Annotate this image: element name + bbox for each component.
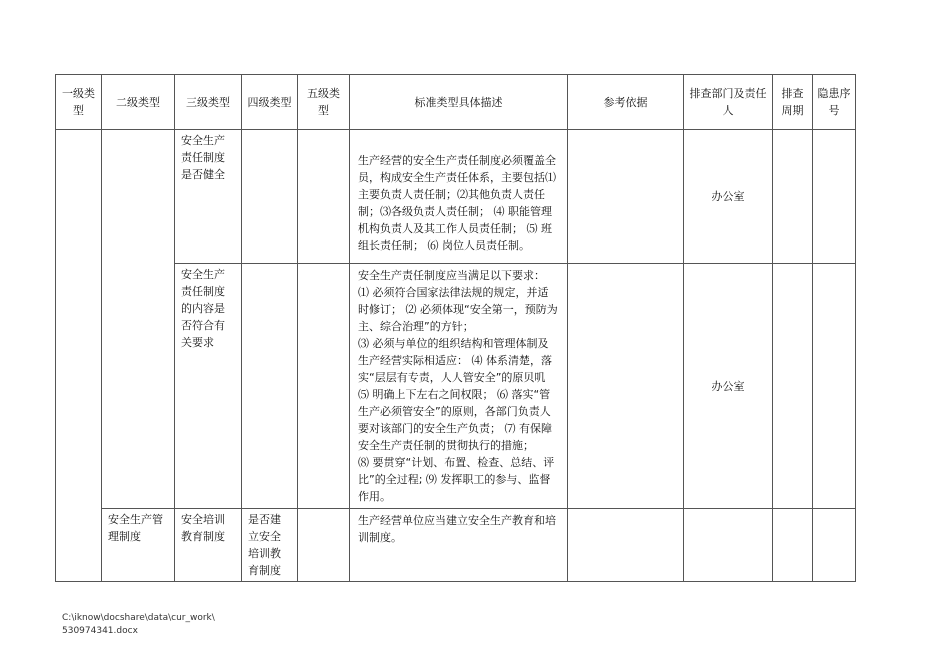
cell-level2	[102, 130, 175, 509]
cell-level4	[242, 130, 298, 264]
cell-level4: 是否建立安全培训教育制度	[242, 509, 298, 582]
cell-level3: 安全生产责任制度的内容是否符合有关要求	[175, 264, 242, 509]
cell-department: 办公室	[684, 264, 773, 509]
file-path-line-1: C:\iknow\docshare\data\cur_work\	[62, 613, 215, 623]
cell-basis	[568, 130, 684, 264]
header-level5: 五级类型	[298, 75, 350, 130]
cell-level4	[242, 264, 298, 509]
header-basis: 参考依据	[568, 75, 684, 130]
cell-cycle	[773, 130, 813, 264]
cell-department	[684, 509, 773, 582]
cell-description: 安全生产责任制度应当满足以下要求： ⑴ 必须符合国家法律法规的规定，并适时修订； ⑵ 必须体现“安全第一，预防为主、综合治理”的方针； ⑶ 必须与单位的组织结构和管理体制及生产经营实际相适应： ⑷ 体系清楚，落实“层层有专责，人人管安全”的原贝叽 ⑸ 明确上下左右之间权限； ⑹ 落实“管生产必须管安全”的原则，各部门负责人要对该部门的安全生产负责； ⑺ 有保障安全生产责任制的贯彻执行的措施； ⑻ 要贯穿“计划、布置、检查、总结、评比”的全过程; ⑼ 发挥职工的参与、监督作用。	[350, 264, 568, 509]
cell-basis	[568, 509, 684, 582]
header-department: 排查部门及责任人	[684, 75, 773, 130]
cell-level3: 安全生产责任制度是否健全	[175, 130, 242, 264]
header-level3: 三级类型	[175, 75, 242, 130]
cell-level1	[56, 130, 102, 582]
cell-cycle	[773, 264, 813, 509]
header-level4: 四级类型	[242, 75, 298, 130]
cell-department: 办公室	[684, 130, 773, 264]
table-row	[56, 264, 856, 509]
header-level2: 二级类型	[102, 75, 175, 130]
cell-level3: 安全培训教育制度	[175, 509, 242, 582]
cell-cycle	[773, 509, 813, 582]
file-path-footer	[62, 612, 215, 638]
cell-hazard-no	[813, 509, 856, 582]
header-level1: 一级类型	[56, 75, 102, 130]
cell-level5	[298, 130, 350, 264]
table-row	[56, 130, 856, 264]
cell-basis	[568, 264, 684, 509]
hazard-standard-table	[55, 74, 856, 582]
cell-level2: 安全生产管理制度	[102, 509, 175, 582]
cell-hazard-no	[813, 130, 856, 264]
cell-description: 生产经营的安全生产责任制度必须覆盖全员，构成安全生产责任体系，主要包括⑴主要负责人责任制；⑵其他负责人责任制；⑶各级负责人责任制； ⑷ 职能管理机构负责人及其工作人员责任制； ⑸ 班组长责任制； ⑹ 岗位人员责任制。	[350, 130, 568, 264]
header-description: 标准类型具体描述	[350, 75, 568, 130]
header-cycle: 排查周期	[773, 75, 813, 130]
cell-description: 生产经营单位应当建立安全生产教育和培训制度。	[350, 509, 568, 582]
cell-hazard-no	[813, 264, 856, 509]
file-path-line-2: 530974341.docx	[62, 626, 138, 636]
table-row	[56, 509, 856, 582]
cell-level5	[298, 264, 350, 509]
table-header-row	[56, 75, 856, 130]
header-hazard-no: 隐患序号	[813, 75, 856, 130]
cell-level5	[298, 509, 350, 582]
